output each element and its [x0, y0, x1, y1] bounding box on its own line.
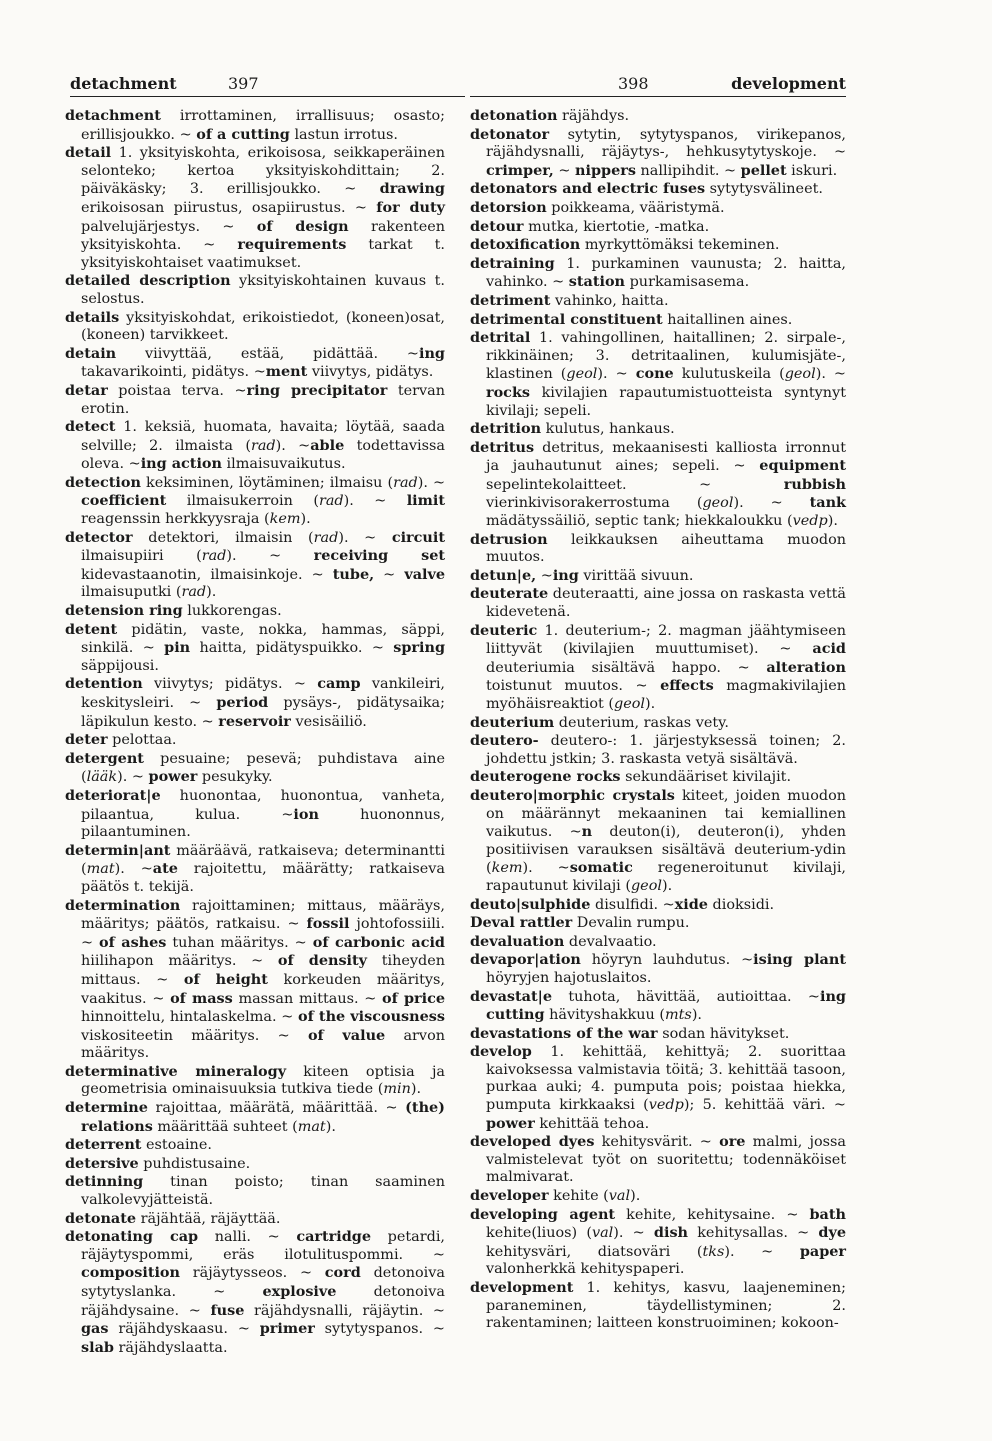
left-running-head: detachment	[70, 74, 177, 93]
dictionary-entry: detorsion poikkeama, vääristymä.	[470, 198, 725, 216]
dictionary-entry: detrimental constituent haitallinen aines.	[470, 310, 793, 328]
dictionary-entry: devaluation devalvaatio.	[470, 932, 657, 950]
dictionary-entry: detun|e, ~ing virittää sivuun.	[470, 566, 694, 584]
dictionary-entry: developing agent kehite, kehitysaine. ~ bath kehite(liuos) (val). ~ dish kehitysallas. ~ dye kehitysväri, diatsoväri (tks). ~ paper valonherkkä kehityspaperi.	[470, 1205, 846, 1278]
dictionary-entry: development 1. kehitys, kasvu, laajeneminen; paraneminen, täydellistyminen; 2. rakentaminen; laitteen konstruoiminen; kokoon-	[470, 1279, 846, 1332]
dictionary-entry: deuterium deuterium, raskas vety.	[470, 713, 729, 731]
dictionary-entry: deutero|morphic crystals kiteet, joiden muodon on määrännyt mekaaninen tai kemiallinen vaikutus. ~n deuton(i), deuteron(i), yhden positiivisen varauksen sisältävä deuterium-ydin (kem). ~somatic regeneroitunut kivilaji, rapautunut kivilaji (geol).	[470, 786, 847, 894]
dictionary-entry: develop 1. kehittää, kehittyä; 2. suorittaa kaivoksessa valmistavia töitä; 3. kehittää tasoon, purkaa auki; 4. pumputa pois; poistaa hiekka, pumputa kirkkaaksi (vedp); 5. kehittää väri. ~ power kehittää tehoa.	[470, 1043, 846, 1132]
dictionary-entry: Deval rattler Devalin rumpu.	[470, 914, 690, 932]
dictionary-entry: details yksityiskohdat, erikoistiedot, (koneen)osat, (koneen) tarvikkeet.	[65, 308, 445, 344]
dictionary-entry: detent pidätin, vaste, nokka, hammas, säppi, sinkilä. ~ pin haitta, pidätyspuikko. ~ spring säppijousi.	[65, 620, 446, 674]
dictionary-entry: deteriorat|e huonontaa, huonontua, vanheta, pilaantua, kulua. ~ion huononnus, pilaantuminen.	[65, 786, 445, 841]
dictionary-entry: detonation räjähdys.	[470, 107, 630, 124]
dictionary-entry: detersive puhdistusaine.	[65, 1154, 251, 1172]
dictionary-entry: deter pelottaa.	[65, 731, 177, 749]
dictionary-entry: determine rajoittaa, määrätä, määrittää. ~ (the) relations määrittää suhteet (mat).	[65, 1099, 445, 1135]
dictionary-entry: devastat|e tuhota, hävittää, autioittaa. ~ing cutting hävityshakkuu (mts).	[470, 987, 846, 1024]
dictionary-entry: detector detektori, ilmaisin (rad). ~ circuit ilmaisupiiri (rad). ~ receiving set kidevastaanotin, ilmaisinkoje. ~ tube, ~ valve ilmaisuputki (rad).	[65, 528, 445, 601]
dictionary-entry: detonator sytytin, sytytyspanos, virikepanos, räjähdysnalli, räjäytys-, hehkusytytyskoje. ~ crimper, ~ nippers nallipihdit. ~ pellet iskuri.	[470, 125, 846, 179]
dictionary-entry: detinning tinan poisto; tinan saaminen valkolevyjätteistä.	[65, 1173, 445, 1209]
dictionary-entry: detonating cap nalli. ~ cartridge petardi, räjäytyspommi, eräs ilotulituspommi. ~ composition räjäytysseos. ~ cord detonoiva sytytyslanka. ~ explosive detonoiva räjähdysaine. ~ fuse räjähdysnalli, räjäytin. ~ gas räjähdyskaasu. ~ primer sytytyspanos. ~ slab räjähdyslaatta.	[65, 1228, 445, 1356]
dictionary-entry: determinative mineralogy kiteen optisia ja geometrisia ominaisuuksia tutkiva tiede (min).	[65, 1062, 445, 1098]
dictionary-entry: detriment vahinko, haitta.	[470, 291, 669, 309]
dictionary-entry: detrital 1. vahingollinen, haitallinen; 2. sirpale-, rikkinäinen; 3. detritaalinen, kulumisjäte-, klastinen (geol). ~ cone kulutuskeila (geol). ~ rocks kivilajien rapautumistuotteista syntynyt kivilaji; sepeli.	[470, 329, 846, 419]
right-page-number: 398	[618, 74, 649, 93]
dictionary-entry: detar poistaa terva. ~ring precipitator tervan erotin.	[65, 381, 445, 417]
dictionary-entry: developer kehite (val).	[470, 1187, 641, 1205]
dictionary-entry: detention viivytys; pidätys. ~ camp vankileiri, keskitysleiri. ~ period pysäys-, pidätysaika; läpikulun kesto. ~ reservoir vesisäiliö.	[65, 675, 446, 730]
dictionary-entry: detailed description yksityiskohtainen kuvaus t. selostus.	[65, 272, 445, 307]
dictionary-entry: detoxification myrkyttömäksi tekeminen.	[470, 236, 780, 254]
left-dictionary-column	[65, 107, 445, 1357]
dictionary-entry: determin|ant määräävä, ratkaiseva; determinantti (mat). ~ate rajoitettu, määrätty; ratkaiseva päätös t. tekijä.	[65, 841, 445, 895]
dictionary-entry: detension ring lukkorengas.	[65, 602, 282, 620]
dictionary-entry: detergent pesuaine; pesevä; puhdistava aine (lääk). ~ power pesukyky.	[65, 749, 445, 786]
dictionary-entry: detonate räjähtää, räjäyttää.	[65, 1209, 281, 1227]
dictionary-entry: detection keksiminen, löytäminen; ilmaisu (rad). ~ coefficient ilmaisukerroin (rad). ~ limit reagenssin herkkyysraja (kem).	[65, 473, 445, 528]
dictionary-entry: detail 1. yksityiskohta, erikoisosa, seikkaperäinen selonteko; kertoa yksityiskohdittain; 2. päiväkäsky; 3. erillisjoukko. ~ drawing erikoisosan piirustus, osapiirustus. ~ for duty palvelujärjestys. ~ of design rakenteen yksityiskohta. ~ requirements tarkat t. yksityiskohtaiset vaatimukset.	[65, 144, 445, 271]
left-page-header	[70, 70, 465, 97]
dictionary-entry: deuteric 1. deuterium-; 2. magman jäähtymiseen liittyvät (kivilajien muuttumiset). ~ acid deuteriumia sisältävä happo. ~ alteration toistunut muutos. ~ effects magmakivilajien myöhäisreaktiot (geol).	[470, 621, 846, 712]
dictionary-entry: deuto|sulphide disulfidi. ~xide dioksidi.	[470, 895, 775, 913]
dictionary-entry: detour mutka, kiertotie, -matka.	[470, 217, 710, 235]
dictionary-entry: detraining 1. purkaminen vaunusta; 2. haitta, vahinko. ~ station purkamisasema.	[470, 254, 846, 291]
dictionary-entry: deuterate deuteraatti, aine jossa on raskasta vettä kidevetenä.	[470, 585, 846, 621]
dictionary-entry: deutero- deutero-: 1. järjestyksessä toinen; 2. johdettu jstkin; 3. raskasta vetyä sisältävä.	[470, 732, 846, 767]
dictionary-entry: determination rajoittaminen; mittaus, määräys, määritys; päätös, ratkaisu. ~ fossil johtofossiili. ~ of ashes tuhan määritys. ~ of carbonic acid hiilihapon määritys. ~ of density tiheyden mittaus. ~ of height korkeuden määritys, vaakitus. ~ of mass massan mittaus. ~ of price hinnoittelu, hintalaskelma. ~ of the viscousness viskositeetin määritys. ~ of value arvon määritys.	[65, 896, 446, 1062]
dictionary-entry: detachment irrottaminen, irrallisuus; osasto; erillisjoukko. ~ of a cutting lastun irrotus.	[65, 107, 445, 143]
right-dictionary-column	[470, 107, 846, 1333]
dictionary-entry: devapor|ation höyryn lauhdutus. ~ising plant höyryjen hajotuslaitos.	[470, 951, 846, 986]
dictionary-entry: detrition kulutus, hankaus.	[470, 420, 675, 438]
right-running-head: development	[731, 74, 846, 93]
left-page-number: 397	[228, 74, 259, 93]
dictionary-entry: developed dyes kehitysvärit. ~ ore malmi, jossa valmistelevat työt on suoritettu; todennäköiset malmivarat.	[470, 1133, 846, 1186]
dictionary-entry: detrusion leikkauksen aiheuttama muodon muutos.	[470, 530, 846, 566]
right-page-header	[470, 70, 846, 97]
dictionary-entry: deterrent estoaine.	[65, 1136, 212, 1154]
dictionary-entry: deuterogene rocks sekundääriset kivilajit.	[470, 768, 792, 786]
dictionary-entry: devastations of the war sodan hävitykset.	[470, 1024, 790, 1042]
dictionary-entry: detonators and electric fuses sytytysvälineet.	[470, 180, 823, 198]
dictionary-entry: detain viivyttää, estää, pidättää. ~ing takavarikointi, pidätys. ~ment viivytys, pidätys.	[65, 344, 445, 381]
dictionary-entry: detritus detritus, mekaanisesti kalliosta irronnut ja jauhautunut aines; sepeli. ~ equipment sepelintekolaitteet. ~ rubbish vierinkivisorakerrostuma (geol). ~ tank mädätyssäiliö, septic tank; hiekkaloukku (vedp).	[470, 438, 846, 530]
dictionary-entry: detect 1. keksiä, huomata, havaita; löytää, saada selville; 2. ilmaista (rad). ~able todettavissa oleva. ~ing action ilmaisuvaikutus.	[65, 418, 445, 473]
